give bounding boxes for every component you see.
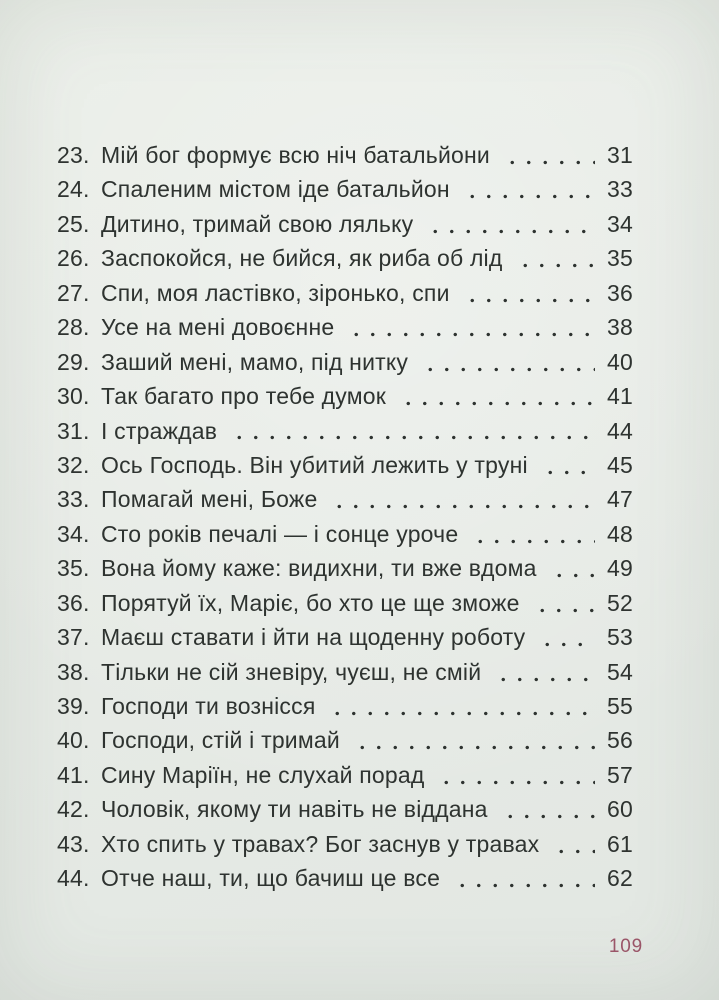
entry-page: 45 — [607, 451, 633, 478]
entry-title: Спи, моя ластівко, зіронько, спи — [101, 279, 450, 306]
entry-page: 53 — [607, 624, 633, 651]
toc-entry — [57, 345, 633, 379]
toc-entry — [57, 482, 633, 516]
entry-page: 60 — [607, 796, 633, 823]
entry-title: Сто років печалі — і сонце уроче — [101, 520, 459, 547]
entry-page: 38 — [607, 314, 633, 341]
toc-entry — [57, 138, 633, 172]
dot-leader — [491, 655, 595, 689]
entry-page: 55 — [607, 693, 633, 719]
dot-leader — [344, 310, 595, 344]
entry-page: 35 — [607, 245, 633, 272]
dot-leader — [327, 482, 595, 516]
dot-leader — [535, 620, 595, 654]
entry-number: 44. — [57, 865, 90, 892]
dot-leader — [350, 723, 595, 757]
toc-entry — [57, 689, 633, 723]
entry-title: Сину Маріїн, не слухай порад — [101, 761, 425, 788]
dot-leader — [513, 241, 596, 275]
dot-leader — [460, 276, 595, 310]
entry-title: Помагай мені, Боже — [101, 486, 318, 513]
entry-title: Усе на мені довоєнне — [101, 314, 335, 341]
entry-title: Ось Господь. Він убитий лежить у труні — [101, 451, 528, 478]
toc-entry — [57, 655, 633, 689]
entry-page: 36 — [607, 279, 633, 306]
entry-page: 33 — [607, 176, 633, 203]
entry-page: 62 — [607, 865, 633, 892]
entry-title: Господи, стій і тримай — [101, 727, 340, 754]
entry-number: 41. — [57, 761, 90, 788]
entry-page: 57 — [607, 761, 633, 788]
entry-title: Отче наш, ти, що бачиш це все — [101, 865, 441, 892]
entry-number: 25. — [57, 210, 90, 237]
dot-leader — [468, 517, 595, 551]
entry-title: Дитино, тримай свою ляльку — [101, 210, 414, 237]
dot-leader — [530, 586, 595, 620]
entry-page: 41 — [607, 383, 633, 410]
dot-leader — [450, 861, 595, 895]
entry-page: 31 — [607, 142, 633, 168]
entry-number: 31. — [57, 417, 90, 444]
entry-number: 34. — [57, 520, 90, 547]
toc-entry — [57, 792, 633, 826]
entry-title: Заспокойся, не бийся, як риба об лід — [101, 245, 503, 272]
entry-page: 61 — [607, 830, 633, 857]
entry-page: 48 — [607, 520, 633, 547]
toc-entry — [57, 310, 633, 344]
entry-number: 37. — [57, 624, 90, 651]
entry-number: 26. — [57, 245, 90, 272]
entry-title: Вона йому каже: видихни, ти вже вдома — [101, 555, 537, 582]
entry-title: Порятуй їх, Маріє, бо хто це ще зможе — [101, 589, 520, 616]
entry-number: 40. — [57, 727, 90, 754]
entry-number: 32. — [57, 451, 90, 478]
toc-entry — [57, 758, 633, 792]
entry-page: 49 — [607, 555, 633, 582]
entry-title: Маєш ставати і йти на щоденну роботу — [101, 624, 526, 651]
entry-page: 52 — [607, 589, 633, 616]
entry-number: 24. — [57, 176, 90, 203]
toc-entry — [57, 861, 633, 895]
table-of-contents — [57, 138, 633, 896]
toc-entry — [57, 586, 633, 620]
toc-entry — [57, 827, 633, 861]
dot-leader — [423, 207, 595, 241]
entry-page: 44 — [607, 417, 633, 444]
dot-leader — [498, 792, 595, 826]
dot-leader — [500, 138, 595, 172]
entry-title: Спаленим містом іде батальйон — [101, 176, 450, 203]
entry-number: 36. — [57, 589, 90, 616]
toc-entry — [57, 620, 633, 654]
toc-entry — [57, 241, 633, 275]
entry-number: 29. — [57, 348, 90, 375]
toc-entry — [57, 379, 633, 413]
entry-page: 34 — [607, 210, 633, 237]
entry-number: 30. — [57, 383, 90, 410]
entry-number: 33. — [57, 486, 90, 513]
entry-number: 28. — [57, 314, 90, 341]
entry-number: 43. — [57, 830, 90, 857]
dot-leader — [227, 414, 595, 448]
toc-entry — [57, 723, 633, 757]
dot-leader — [434, 758, 595, 792]
toc-entry — [57, 172, 633, 206]
dot-leader — [460, 172, 595, 206]
entry-title: Мій бог формує всю ніч батальйони — [101, 142, 490, 168]
page-folio: 109 — [608, 936, 643, 957]
entry-title: Тільки не сій зневіру, чуєш, не смій — [101, 658, 482, 685]
dot-leader — [538, 448, 595, 482]
entry-number: 39. — [57, 693, 90, 719]
entry-number: 42. — [57, 796, 90, 823]
entry-number: 38. — [57, 658, 90, 685]
dot-leader — [325, 689, 595, 723]
entry-title: Господи ти вознісся — [101, 693, 316, 719]
entry-title: Чоловік, якому ти навіть не віддана — [101, 796, 488, 823]
entry-page: 40 — [607, 348, 633, 375]
dot-leader — [396, 379, 595, 413]
dot-leader — [547, 551, 595, 585]
toc-entry — [57, 448, 633, 482]
entry-page: 47 — [607, 486, 633, 513]
entry-title: Так багато про тебе думок — [101, 383, 386, 410]
toc-entry — [57, 414, 633, 448]
toc-entry — [57, 551, 633, 585]
dot-leader — [418, 345, 595, 379]
entry-number: 23. — [57, 142, 90, 168]
entry-page: 54 — [607, 658, 633, 685]
dot-leader — [549, 827, 595, 861]
toc-entry — [57, 517, 633, 551]
entry-title: Заший мені, мамо, під нитку — [101, 348, 409, 375]
toc-entry — [57, 276, 633, 310]
entry-title: І страждав — [101, 417, 218, 444]
entry-title: Хто спить у травах? Бог заснув у травах — [101, 830, 540, 857]
entry-number: 35. — [57, 555, 90, 582]
entry-page: 56 — [607, 727, 633, 754]
toc-entry — [57, 207, 633, 241]
entry-number: 27. — [57, 279, 90, 306]
